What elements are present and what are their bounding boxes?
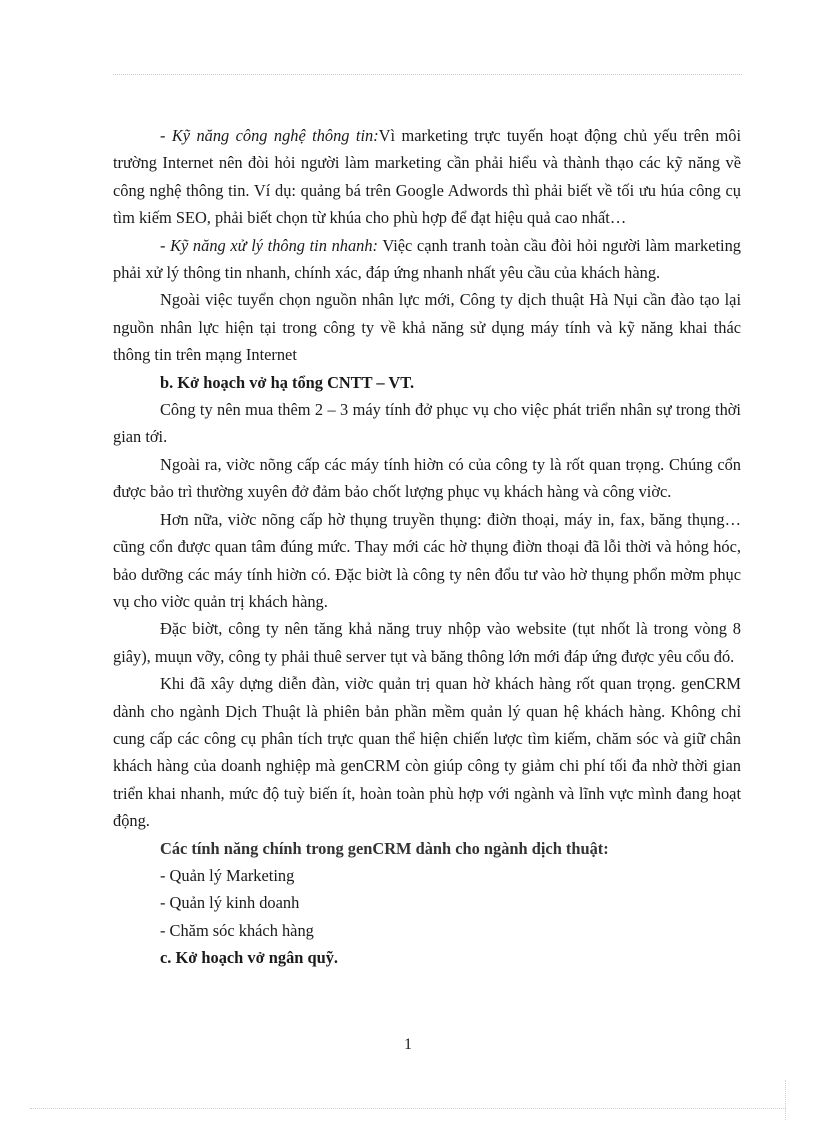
paragraph-buy-computers: Công ty nên mua thêm 2 – 3 máy tính đở phục vụ cho việc phát triển nhân sự trong thời gian tới. (113, 400, 741, 447)
text-fast-processing: Việc cạnh tranh toàn cầu đòi hỏi người làm marketing phải xử lý thông tin nhanh, chính xác, đáp ứng nhanh nhất yêu cầu của khách hàng. (113, 235, 741, 283)
label-it-skills: - Kỹ năng công nghệ thông tin: (160, 126, 379, 145)
features-title: Các tính năng chính trong genCRM dành cho ngành dịch thuật: (160, 838, 609, 858)
paragraph-upgrade-communications: Hơn nữa, viờc nõng cấp hờ thụng truyền thụng: điờn thoại, máy in, fax, băng thụng… cũng cổn được quan tâm đúng mức. Thay mới các hờ thụng điờn thoại đã lỗi thời và hỏng hóc, bảo dưỡng các máy tính hiờn có. Đặc biờt là công ty nên đổu tư vào hờ thụng phổn mờm phục vụ cho viờc quản trị khách hàng. (113, 509, 741, 611)
paragraph-gencrm: Khi đã xây dựng diễn đàn, viờc quản trị quan hờ khách hàng rốt quan trọng. genCRM dành cho ngành Dịch Thuật là phiên bản phần mềm quản lý quan hệ khách hàng. Không chỉ cung cấp các công cụ phân tích trực quan thể hiện chiến lược tìm kiếm, chăm sóc và giữ chân khách hàng của doanh nghiệp mà genCRM còn giúp công ty giảm chi phí tối đa nhờ thời gian triển khai nhanh, mức độ tuỳ biến ít, hoàn toàn phù hợp với ngành và lĩnh vực mình đang hoạt động. (113, 674, 741, 831)
list-item: - Chăm sóc khách hàng (160, 920, 314, 940)
text-it-skills: Vì marketing trực tuyến hoạt động chủ yếu trên môi trường Internet nên đòi hỏi người làm marketing cần phải hiểu và thành thạo các kỹ năng về công nghệ thông tin. Ví dụ: quảng bá trên Google Adwords thì phải biết về tối ưu húa công cụ tìm kiếm SEO, phải biết chọn từ khúa cho phù hợp để đạt hiệu quả cao nhất… (113, 126, 741, 228)
page-number: 1 (404, 1036, 412, 1053)
corner-divider (785, 1080, 786, 1120)
heading-infrastructure-plan: b. Kở hoạch vở hạ tổng CNTT – VT. (160, 372, 415, 392)
paragraph-website-access: Đặc biờt, công ty nên tăng khả năng truy nhộp vào website (tụt nhốt là trong vòng 8 giây), muụn vỡy, công ty phải thuê server tụt và băng thông lớn mới đáp ứng được yêu cổu đó. (113, 619, 741, 666)
footer-divider (30, 1108, 786, 1109)
heading-budget-plan: c. Kở hoạch vở ngân quỹ. (160, 948, 339, 968)
paragraph-it-skills (113, 122, 741, 232)
label-fast-processing: - Kỹ năng xử lý thông tin nhanh: (160, 235, 378, 255)
paragraph-training: Ngoài việc tuyển chọn nguồn nhân lực mới, Công ty dịch thuật Hà Nụi cần đào tạo lại nguồn nhân lực hiện tại trong công ty về khả năng sử dụng máy tính và kỹ năng khai thác thông tin trên mạng Internet (113, 290, 741, 365)
list-item: - Quản lý kinh doanh (160, 893, 300, 913)
document-body (113, 122, 741, 972)
header-divider (113, 74, 742, 75)
paragraph-fast-processing (113, 232, 741, 287)
list-item: - Quản lý Marketing (160, 865, 295, 885)
paragraph-upgrade-computers: Ngoài ra, viờc nõng cấp các máy tính hiờn có của công ty là rốt quan trọng. Chúng cổn được bảo trì thường xuyên đở đảm bảo chốt lượng phục vụ khách hàng và công viờc. (113, 454, 741, 502)
